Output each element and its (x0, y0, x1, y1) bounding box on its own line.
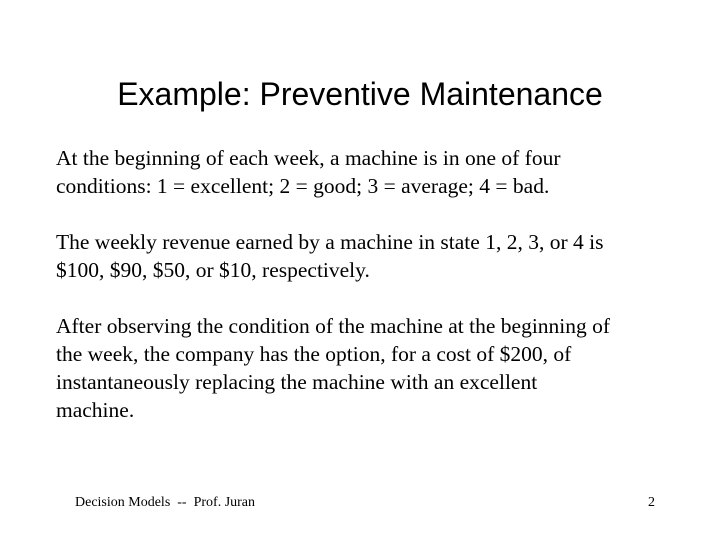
footer-course-label: Decision Models -- Prof. Juran (75, 495, 256, 510)
paragraph-machine-conditions (56, 144, 696, 200)
paragraph-weekly-revenue (56, 228, 696, 284)
body-line: the week, the company has the option, for a cost of $200, of (56, 342, 572, 366)
body-line: conditions: 1 = excellent; 2 = good; 3 = average; 4 = bad. (56, 174, 550, 198)
slide-title: Example: Preventive Maintenance (117, 76, 603, 112)
page-number: 2 (648, 495, 655, 510)
slide-body (56, 144, 696, 424)
body-line: After observing the condition of the machine at the beginning of (56, 314, 611, 338)
paragraph-replacement-option (56, 312, 696, 424)
body-line: At the beginning of each week, a machine is in one of four (56, 146, 561, 170)
body-line: $100, $90, $50, or $10, respectively. (56, 258, 370, 282)
body-line: instantaneously replacing the machine with an excellent (56, 370, 538, 394)
body-line: The weekly revenue earned by a machine in state 1, 2, 3, or 4 is (56, 230, 604, 254)
body-line: machine. (56, 398, 135, 422)
